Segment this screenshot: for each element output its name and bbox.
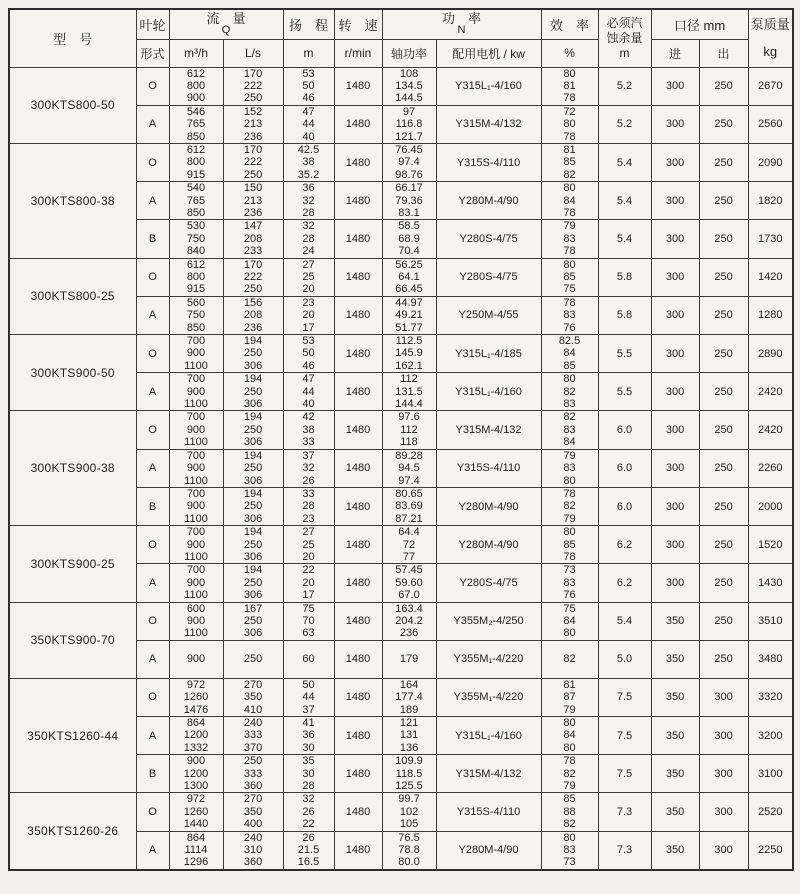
col-header-speed-unit: r/min	[334, 39, 382, 67]
head-m: 37 32 26	[283, 449, 334, 487]
outlet-bore: 250	[699, 143, 748, 181]
inlet-bore: 300	[651, 487, 699, 525]
impeller-type: O	[136, 793, 169, 831]
outlet-bore: 250	[699, 373, 748, 411]
col-header-impeller-top: 叶轮	[136, 9, 169, 39]
flow-ls: 250	[223, 640, 283, 678]
efficiency: 80 85 78	[541, 526, 598, 564]
col-header-npsh: 必须汽 蚀余量 m	[598, 9, 651, 67]
pump-mass: 3200	[748, 717, 793, 755]
inlet-bore: 300	[651, 105, 699, 143]
efficiency: 81 87 79	[541, 678, 598, 716]
flow-m3h: 540 765 850	[169, 182, 223, 220]
flow-ls: 194 250 306	[223, 526, 283, 564]
inlet-bore: 350	[651, 793, 699, 831]
pump-mass: 2670	[748, 67, 793, 105]
pump-mass: 3480	[748, 640, 793, 678]
shaft-power: 64.4 72 77	[382, 526, 436, 564]
shaft-power: 108 134.5 144.5	[382, 67, 436, 105]
inlet-bore: 300	[651, 296, 699, 334]
impeller-type: B	[136, 755, 169, 793]
col-header-speed: 转 速	[334, 9, 382, 39]
efficiency: 81 85 82	[541, 143, 598, 181]
speed-rpm: 1480	[334, 487, 382, 525]
flow-ls: 194 250 306	[223, 449, 283, 487]
shaft-power: 76.5 78.8 80.0	[382, 831, 436, 870]
shaft-power: 56.25 64.1 66.45	[382, 258, 436, 296]
motor-model: Y355M₁-4/220	[436, 640, 541, 678]
shaft-power: 97.6 112 118	[382, 411, 436, 449]
pump-mass: 2260	[748, 449, 793, 487]
efficiency: 80 84 80	[541, 717, 598, 755]
npsh-value: 7.3	[598, 831, 651, 870]
flow-ls: 170 222 250	[223, 67, 283, 105]
outlet-bore: 250	[699, 182, 748, 220]
inlet-bore: 300	[651, 182, 699, 220]
inlet-bore: 300	[651, 411, 699, 449]
shaft-power: 89.28 94.5 97.4	[382, 449, 436, 487]
impeller-type: B	[136, 487, 169, 525]
pump-mass: 3100	[748, 755, 793, 793]
outlet-bore: 250	[699, 449, 748, 487]
efficiency: 82	[541, 640, 598, 678]
spec-table-body	[9, 67, 793, 870]
flow-m3h: 972 1260 1440	[169, 793, 223, 831]
pump-mass: 2420	[748, 411, 793, 449]
flow-m3h: 560 750 850	[169, 296, 223, 334]
col-header-bore-out: 出	[699, 39, 748, 67]
npsh-value: 6.0	[598, 411, 651, 449]
model-name: 300KTS900-38	[9, 411, 136, 526]
model-name: 300KTS900-25	[9, 526, 136, 602]
npsh-value: 5.4	[598, 220, 651, 258]
npsh-value: 5.4	[598, 182, 651, 220]
table-row	[9, 793, 793, 831]
shaft-power: 97 116.8 121.7	[382, 105, 436, 143]
inlet-bore: 300	[651, 67, 699, 105]
efficiency: 73 83 76	[541, 564, 598, 602]
flow-ls: 194 250 306	[223, 411, 283, 449]
outlet-bore: 250	[699, 67, 748, 105]
pump-mass: 1820	[748, 182, 793, 220]
head-m: 32 26 22	[283, 793, 334, 831]
flow-ls: 152 213 236	[223, 105, 283, 143]
flow-ls: 194 250 306	[223, 373, 283, 411]
inlet-bore: 350	[651, 640, 699, 678]
flow-m3h: 900	[169, 640, 223, 678]
outlet-bore: 250	[699, 602, 748, 640]
motor-model: Y315L₁-4/185	[436, 335, 541, 373]
npsh-value: 5.4	[598, 143, 651, 181]
flow-m3h: 612 800 900	[169, 67, 223, 105]
speed-rpm: 1480	[334, 373, 382, 411]
shaft-power: 179	[382, 640, 436, 678]
speed-rpm: 1480	[334, 564, 382, 602]
npsh-value: 6.2	[598, 526, 651, 564]
model-name: 350KTS900-70	[9, 602, 136, 678]
speed-rpm: 1480	[334, 717, 382, 755]
flow-ls: 250 333 360	[223, 755, 283, 793]
col-header-bore-in: 进	[651, 39, 699, 67]
flow-ls: 240 310 360	[223, 831, 283, 870]
model-name: 300KTS800-25	[9, 258, 136, 334]
head-m: 53 50 46	[283, 335, 334, 373]
motor-model: Y355M₂-4/250	[436, 602, 541, 640]
flow-m3h: 700 900 1100	[169, 526, 223, 564]
head-m: 75 70 63	[283, 602, 334, 640]
flow-m3h: 700 900 1100	[169, 335, 223, 373]
speed-rpm: 1480	[334, 220, 382, 258]
efficiency: 80 81 78	[541, 67, 598, 105]
model-name: 300KTS800-50	[9, 67, 136, 143]
motor-model: Y280M-4/90	[436, 182, 541, 220]
speed-rpm: 1480	[334, 105, 382, 143]
inlet-bore: 300	[651, 258, 699, 296]
pump-mass: 1430	[748, 564, 793, 602]
col-header-model: 型 号	[9, 9, 136, 67]
motor-model: Y315S-4/110	[436, 793, 541, 831]
motor-model: Y315S-4/110	[436, 143, 541, 181]
head-m: 32 28 24	[283, 220, 334, 258]
flow-ls: 194 250 306	[223, 564, 283, 602]
inlet-bore: 300	[651, 449, 699, 487]
head-m: 33 28 23	[283, 487, 334, 525]
inlet-bore: 350	[651, 678, 699, 716]
speed-rpm: 1480	[334, 793, 382, 831]
impeller-type: A	[136, 831, 169, 870]
flow-m3h: 612 800 915	[169, 143, 223, 181]
inlet-bore: 350	[651, 831, 699, 870]
pump-mass: 2250	[748, 831, 793, 870]
pump-mass: 2520	[748, 793, 793, 831]
efficiency: 72 80 78	[541, 105, 598, 143]
motor-model: Y315L₁-4/160	[436, 67, 541, 105]
model-name: 300KTS900-50	[9, 335, 136, 411]
speed-rpm: 1480	[334, 678, 382, 716]
flow-m3h: 864 1200 1332	[169, 717, 223, 755]
flow-m3h: 530 750 840	[169, 220, 223, 258]
flow-m3h: 972 1260 1476	[169, 678, 223, 716]
npsh-value: 5.4	[598, 602, 651, 640]
col-header-mass: 泵质量 kg	[748, 9, 793, 67]
flow-ls: 170 222 250	[223, 143, 283, 181]
impeller-type: A	[136, 449, 169, 487]
npsh-value: 5.2	[598, 105, 651, 143]
pump-mass: 1730	[748, 220, 793, 258]
impeller-type: A	[136, 373, 169, 411]
head-m: 41 36 30	[283, 717, 334, 755]
impeller-type: O	[136, 526, 169, 564]
col-header-power: 功 率 N	[382, 9, 541, 39]
table-row	[9, 602, 793, 640]
pump-mass: 1280	[748, 296, 793, 334]
flow-m3h: 700 900 1100	[169, 487, 223, 525]
col-header-flow-m3h: m³/h	[169, 39, 223, 67]
outlet-bore: 300	[699, 717, 748, 755]
pump-mass: 3510	[748, 602, 793, 640]
npsh-value: 6.0	[598, 449, 651, 487]
motor-model: Y280S-4/75	[436, 564, 541, 602]
head-m: 60	[283, 640, 334, 678]
model-name: 350KTS1260-26	[9, 793, 136, 870]
speed-rpm: 1480	[334, 411, 382, 449]
npsh-value: 5.2	[598, 67, 651, 105]
flow-ls: 194 250 306	[223, 487, 283, 525]
shaft-power: 76.45 97.4 98.76	[382, 143, 436, 181]
outlet-bore: 250	[699, 105, 748, 143]
pump-mass: 2420	[748, 373, 793, 411]
flow-ls: 167 250 306	[223, 602, 283, 640]
impeller-type: O	[136, 602, 169, 640]
motor-model: Y315M-4/132	[436, 411, 541, 449]
shaft-power: 112 131.5 144.4	[382, 373, 436, 411]
npsh-value: 6.0	[598, 487, 651, 525]
speed-rpm: 1480	[334, 296, 382, 334]
inlet-bore: 350	[651, 717, 699, 755]
efficiency: 82 83 84	[541, 411, 598, 449]
col-header-bore: 口径 mm	[651, 9, 748, 39]
speed-rpm: 1480	[334, 602, 382, 640]
motor-model: Y315M-4/132	[436, 105, 541, 143]
flow-ls: 150 213 236	[223, 182, 283, 220]
efficiency: 78 83 76	[541, 296, 598, 334]
flow-m3h: 900 1200 1300	[169, 755, 223, 793]
efficiency: 79 83 80	[541, 449, 598, 487]
efficiency: 78 82 79	[541, 487, 598, 525]
outlet-bore: 300	[699, 755, 748, 793]
inlet-bore: 300	[651, 564, 699, 602]
pump-mass: 1520	[748, 526, 793, 564]
impeller-type: A	[136, 640, 169, 678]
inlet-bore: 300	[651, 220, 699, 258]
model-name: 350KTS1260-44	[9, 678, 136, 793]
impeller-type: A	[136, 564, 169, 602]
shaft-power: 121 131 136	[382, 717, 436, 755]
impeller-type: B	[136, 220, 169, 258]
npsh-value: 7.5	[598, 678, 651, 716]
pump-mass: 2560	[748, 105, 793, 143]
flow-m3h: 700 900 1100	[169, 564, 223, 602]
flow-m3h: 546 765 850	[169, 105, 223, 143]
outlet-bore: 300	[699, 793, 748, 831]
speed-rpm: 1480	[334, 831, 382, 870]
table-row	[9, 335, 793, 373]
head-m: 36 32 28	[283, 182, 334, 220]
motor-model: Y315L₁-4/160	[436, 373, 541, 411]
col-header-flow-ls: L/s	[223, 39, 283, 67]
motor-model: Y280M-4/90	[436, 831, 541, 870]
shaft-power: 164 177.4 189	[382, 678, 436, 716]
shaft-power: 80.65 83.69 87.21	[382, 487, 436, 525]
flow-ls: 147 208 233	[223, 220, 283, 258]
efficiency: 80 82 83	[541, 373, 598, 411]
npsh-value: 5.8	[598, 296, 651, 334]
pump-spec-table	[8, 8, 794, 871]
efficiency: 80 83 73	[541, 831, 598, 870]
npsh-value: 7.5	[598, 755, 651, 793]
flow-ls: 270 350 410	[223, 678, 283, 716]
flow-ls: 170 222 250	[223, 258, 283, 296]
speed-rpm: 1480	[334, 755, 382, 793]
col-header-head: 扬 程	[283, 9, 334, 39]
col-header-efficiency: 效 率	[541, 9, 598, 39]
head-m: 26 21.5 16.5	[283, 831, 334, 870]
inlet-bore: 350	[651, 755, 699, 793]
col-header-eff-unit: %	[541, 39, 598, 67]
impeller-type: O	[136, 678, 169, 716]
inlet-bore: 300	[651, 373, 699, 411]
outlet-bore: 250	[699, 487, 748, 525]
speed-rpm: 1480	[334, 335, 382, 373]
speed-rpm: 1480	[334, 640, 382, 678]
inlet-bore: 300	[651, 335, 699, 373]
inlet-bore: 300	[651, 526, 699, 564]
impeller-type: A	[136, 296, 169, 334]
model-name: 300KTS800-38	[9, 143, 136, 258]
impeller-type: A	[136, 182, 169, 220]
impeller-type: O	[136, 143, 169, 181]
shaft-power: 109.9 118.5 125.5	[382, 755, 436, 793]
outlet-bore: 250	[699, 640, 748, 678]
motor-model: Y355M₁-4/220	[436, 678, 541, 716]
motor-model: Y315M-4/132	[436, 755, 541, 793]
shaft-power: 66.17 79.36 83.1	[382, 182, 436, 220]
npsh-value: 5.5	[598, 373, 651, 411]
pump-mass: 3320	[748, 678, 793, 716]
head-m: 27 25 20	[283, 258, 334, 296]
head-m: 22 20 17	[283, 564, 334, 602]
speed-rpm: 1480	[334, 182, 382, 220]
motor-model: Y250M-4/55	[436, 296, 541, 334]
outlet-bore: 250	[699, 411, 748, 449]
outlet-bore: 250	[699, 296, 748, 334]
motor-model: Y280S-4/75	[436, 220, 541, 258]
head-m: 23 20 17	[283, 296, 334, 334]
flow-m3h: 612 800 915	[169, 258, 223, 296]
head-m: 47 44 40	[283, 373, 334, 411]
flow-m3h: 700 900 1100	[169, 449, 223, 487]
motor-model: Y280S-4/75	[436, 258, 541, 296]
head-m: 42 38 33	[283, 411, 334, 449]
flow-m3h: 700 900 1100	[169, 411, 223, 449]
outlet-bore: 250	[699, 526, 748, 564]
shaft-power: 163.4 204.2 236	[382, 602, 436, 640]
impeller-type: O	[136, 258, 169, 296]
speed-rpm: 1480	[334, 67, 382, 105]
outlet-bore: 300	[699, 831, 748, 870]
impeller-type: O	[136, 411, 169, 449]
flow-ls: 194 250 306	[223, 335, 283, 373]
shaft-power: 112.5 145.9 162.1	[382, 335, 436, 373]
table-row	[9, 411, 793, 449]
motor-model: Y280M-4/90	[436, 487, 541, 525]
pump-mass: 2890	[748, 335, 793, 373]
outlet-bore: 250	[699, 220, 748, 258]
head-m: 47 44 40	[283, 105, 334, 143]
efficiency: 79 83 78	[541, 220, 598, 258]
efficiency: 80 84 78	[541, 182, 598, 220]
inlet-bore: 350	[651, 602, 699, 640]
npsh-value: 5.0	[598, 640, 651, 678]
flow-m3h: 600 900 1100	[169, 602, 223, 640]
speed-rpm: 1480	[334, 449, 382, 487]
efficiency: 80 85 75	[541, 258, 598, 296]
motor-model: Y315S-4/110	[436, 449, 541, 487]
table-row	[9, 67, 793, 105]
flow-m3h: 700 900 1100	[169, 373, 223, 411]
col-header-head-unit: m	[283, 39, 334, 67]
table-row	[9, 678, 793, 716]
pump-mass: 1420	[748, 258, 793, 296]
npsh-value: 7.5	[598, 717, 651, 755]
impeller-type: O	[136, 335, 169, 373]
pump-mass: 2090	[748, 143, 793, 181]
efficiency: 75 84 80	[541, 602, 598, 640]
npsh-value: 5.5	[598, 335, 651, 373]
table-row	[9, 526, 793, 564]
flow-ls: 240 333 370	[223, 717, 283, 755]
head-m: 50 44 37	[283, 678, 334, 716]
head-m: 42.5 38 35.2	[283, 143, 334, 181]
col-header-flow: 流 量 Q	[169, 9, 283, 39]
impeller-type: O	[136, 67, 169, 105]
flow-ls: 270 350 400	[223, 793, 283, 831]
npsh-value: 6.2	[598, 564, 651, 602]
head-m: 53 50 46	[283, 67, 334, 105]
impeller-type: A	[136, 717, 169, 755]
shaft-power: 99.7 102 105	[382, 793, 436, 831]
shaft-power: 57.45 59.60 67.0	[382, 564, 436, 602]
motor-model: Y315L₁-4/160	[436, 717, 541, 755]
motor-model: Y280M-4/90	[436, 526, 541, 564]
speed-rpm: 1480	[334, 143, 382, 181]
flow-m3h: 864 1114 1296	[169, 831, 223, 870]
efficiency: 78 82 79	[541, 755, 598, 793]
col-header-impeller-bottom: 形式	[136, 39, 169, 67]
table-header	[9, 9, 793, 67]
npsh-value: 7.3	[598, 793, 651, 831]
outlet-bore: 250	[699, 335, 748, 373]
table-row	[9, 258, 793, 296]
efficiency: 85 88 82	[541, 793, 598, 831]
head-m: 35 30 28	[283, 755, 334, 793]
outlet-bore: 300	[699, 678, 748, 716]
shaft-power: 58.5 68.9 70.4	[382, 220, 436, 258]
col-header-shaft-power: 轴功率	[382, 39, 436, 67]
col-header-motor: 配用电机 / kw	[436, 39, 541, 67]
efficiency: 82.5 84 85	[541, 335, 598, 373]
pump-mass: 2000	[748, 487, 793, 525]
outlet-bore: 250	[699, 564, 748, 602]
flow-ls: 156 208 236	[223, 296, 283, 334]
outlet-bore: 250	[699, 258, 748, 296]
inlet-bore: 300	[651, 143, 699, 181]
impeller-type: A	[136, 105, 169, 143]
head-m: 27 25 20	[283, 526, 334, 564]
speed-rpm: 1480	[334, 258, 382, 296]
speed-rpm: 1480	[334, 526, 382, 564]
shaft-power: 44.97 49.21 51.77	[382, 296, 436, 334]
npsh-value: 5.8	[598, 258, 651, 296]
table-row	[9, 143, 793, 181]
